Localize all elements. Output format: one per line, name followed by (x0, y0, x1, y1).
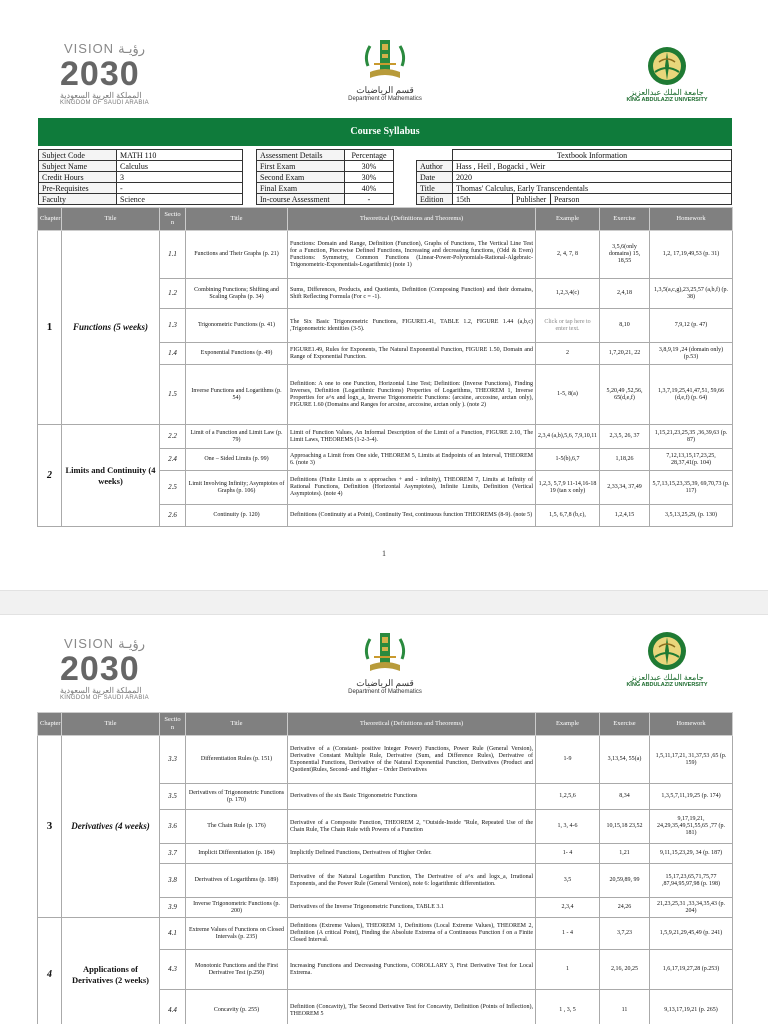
chapter-number: 2 (38, 425, 62, 527)
table-row: 1 Functions (5 weeks) 1.1 Functions and Their Graphs (p. 21) Functions: Domain and Range, Definition (Function), Graphs of Functions, The Vertical Line Test for a Function, Piecewise Defined Functions, Increasing and decreasing functions, (Odd & Even) Functions: Symmetry, Common Functions (Linear-Power-Polynomials-Rational-Algebraic-Trigonometric-Exponentials-Logarithmic) (note 1) 2, 4, 7, 8 3,5,6(only domains) 15, 18,55 1,2, 17,19,49,53 (p. 31) (38, 231, 733, 279)
assessment-row: In-course Assessment - (257, 194, 394, 205)
title-column-header: Title (62, 208, 160, 231)
assessment-row: Second Exam 30% (257, 172, 394, 183)
vision-latin-text: VISION (64, 41, 115, 56)
assessment-row: First Exam 30% (257, 161, 394, 172)
table-row: 4 Applications of Derivatives (2 weeks) 4.1 Extreme Values of Functions on Closed Intervals (p. 235) Definitions (Extreme Values), THEOREM 1, Definitions (Local Extreme Values), THEOREM 2, Definition (A critical Point), Finding the Absolute Extrema of a Continuous Function f on a Finite Closed Interval. 1 - 4 3,7,23 1,5,9,21,29,45,49 (p. 241) (38, 918, 733, 950)
table-row: 1.5 Inverse Functions and Logarithms (p. 54) Definition: A one to one Function, Horizontal Line Test; Definition: (Inverse Functions), Finding Inverses, Definition (Logarithmic Functions) Properties of Logarithms, THEOREM 1, Inverse Properties for a^x and logx_a, Inverse Trigonometric Functions: (arcsine, arccosine, arctan only), FIGURE 1.60 (Domains and Ranges for arcsine, arccosine, arctan only ). (note 2) 1-5, 8(a) 5,20,49 ,52,56, 65(d,e,f) 1,3,7,19,25,41,47,51, 59,66 (d,e,f) (p. 64) (38, 365, 733, 425)
syllabus-header-row (38, 208, 733, 231)
textbook-row: Author Hass , Heil , Bogacki , Weir (417, 161, 732, 172)
kau-english-name: KING ABDULAZIZ UNIVERSITY (626, 97, 708, 103)
chapter-title: Applications of Derivatives (2 weeks) (62, 918, 160, 1024)
course-info-table (38, 149, 243, 205)
textbook-row: Title Thomas' Calculus, Early Transcendentals (417, 183, 732, 194)
table-row: 3.6 The Chain Rule (p. 176) Derivative of a Composite Function, THEOREM 2, "Outside-Inside "Rule, Repeated Use of the Chain Rule, The Chain Rule with Powers of a Function 1, 3, 4-6 10,15,18 23,52 9,17,19,21, 24,29,35,49,51,55,65 ,77 (p. 181) (38, 810, 733, 844)
example-placeholder-field[interactable]: Click or tap here to enter text. (536, 309, 600, 343)
department-logo: قسم الرياضيات Department of Mathematics (345, 629, 425, 695)
chapter-number: 4 (38, 918, 62, 1024)
vision-kingdom-text: KINGDOM OF SAUDI ARABIA (60, 100, 149, 106)
page-gap (0, 590, 768, 615)
textbook-header: Textbook Information (453, 150, 732, 161)
textbook-edition: 15th (453, 194, 513, 205)
textbook-row: Date 2020 (417, 172, 732, 183)
exercise-column-header: Exercise (600, 208, 650, 231)
theoretical-column-header: Theoretical (Definitions and Theorems) (288, 208, 536, 231)
course-info-row: Subject Code MATH 110 (39, 150, 243, 161)
vision-2030-logo: VISION رؤيـة 2030 المملكة العربية السعودية KINGDOM OF SAUDI ARABIA (60, 636, 149, 701)
table-row: 3.7 Implicit Differentiation (p. 184) Implicitly Defined Functions, Derivatives of Higher Order. 1- 4 1,21 9,11,15,23,29, 34 (p. 187) (38, 844, 733, 864)
vision-year: 2030 (60, 55, 140, 93)
textbook-author: Hass , Heil , Bogacki , Weir (453, 161, 732, 172)
syllabus-table-page-2 (37, 712, 733, 1024)
assessment-header: Assessment Details (257, 150, 345, 161)
vision-arabic-text: رؤيـة (118, 41, 146, 56)
textbook-table (416, 149, 732, 205)
table-row: 2 Limits and Continuity (4 weeks) 2.2 Limit of a Function and Limit Law (p. 79) Limit of Function Values, An Informal Description of the Limit of a Function, FIGURE 2.10, The Limit Laws, THEOREMS (1-2-3-4). 2,3,4 (a,b),5,6, 7,9,10,11 2,3,5, 26, 37 1,15,21,23,25,35 ,36,39,63 (p. 87) (38, 425, 733, 449)
table-row: 2.5 Limit Involving Infinity; Asymptotes of Graphs (p. 106) Definitions (Finite Limits as x approaches + and - infinity), THEOREM 7, Limits at Infinity of Rational Functions, Definition (Horizontal Asymptotes), Infinite Limits, Definition (Vertical Asymptotes). (note 4) 1,2,3, 5,7,9 11-14,16-18 19 (tan x only) 2,33,34, 37,49 5,7,13,15,23,35,39, 69,70,73 (p. 117) (38, 471, 733, 505)
department-emblem-icon (360, 36, 410, 84)
textbook-date: 2020 (453, 172, 732, 183)
example-column-header: Example (536, 208, 600, 231)
vision-2030-logo (60, 40, 172, 110)
table-row: 4.3 Monotonic Functions and the First Derivative Test (p.250) Increasing Functions and Decreasing Functions, COROLLARY 3, First Derivative Test for Local Extrema. 1 2,16, 20,25 1,6,17,19,27,28 (p.253) (38, 950, 733, 990)
chapter-number: 1 (38, 231, 62, 425)
table-row: 1.3 Trigonometric Functions (p. 41) The Six Basic Trigonometric Functions, FIGURE1.41, TABLE 1.2, FIGURE 1.44 (a,b,c) ,Trigonometric identities (3-5). Click or tap here to enter text. 8,10 7,9,12 (p. 47) (38, 309, 733, 343)
department-arabic-name: قسم الرياضيات (356, 85, 414, 95)
assessment-row: Final Exam 40% (257, 183, 394, 194)
table-row: 4.4 Concavity (p. 255) Definition (Concavity), The Second Derivative Test for Concavity, Definition (Points of Inflection), THEOREM 5 1 , 3, 5 11 9,13,17,19,21 (p. 265) (38, 990, 733, 1024)
syllabus-header-row: Chapter Title Sectio n Title Theoretical (Definitions and Theorems) Example Exercise Homework (38, 713, 733, 736)
textbook-title: Thomas' Calculus, Early Transcendentals (453, 183, 732, 194)
table-row: 3.5 Derivatives of Trigonometric Functions (p. 170) Derivatives of the six Basic Trigonometric Functions 1,2,5,6 8,34 1,3,5,7,11,19,25 (p. 174) (38, 784, 733, 810)
department-logo (345, 36, 425, 102)
section-title-column-header: Title (186, 208, 288, 231)
chapter-title: Limits and Continuity (4 weeks) (62, 425, 160, 527)
table-row: 3.9 Inverse Trigonometric Functions (p. 200) Derivatives of the Inverse Trigonometric Functions, TABLE 3.1 2,3,4 24,26 21,23,25,31 ,33,34,35,43 (p. 204) (38, 898, 733, 918)
assessment-table (256, 149, 394, 205)
course-info-row: Faculty Science (39, 194, 243, 205)
kau-logo (622, 44, 712, 103)
chapter-number: 3 (38, 736, 62, 918)
table-row: 3.8 Derivatives of Logarithms (p. 189) Derivative of the Natural Logarithm Function, The Derivative of a^x and logx_a, Irrational Exponents, and the Power Rule (General Version), note 6: logarithmic differentiation. 3,5 20,59,89, 99 15,17,23,65,71,75,77 ,87,94,95,97,98 (p. 198) (38, 864, 733, 898)
course-info-row: Credit Hours 3 (39, 172, 243, 183)
table-row: 1.2 Combining Functions; Shifting and Scaling Graphs (p. 34) Sums, Differences, Products, and Quotients, Definition (Composing Function) and their domains, Shift Reflecting Formula (For c = -1). 1,2,3,4(c) 2,4,18 1,3,5(a,c,g),23,25,57 (a,b,f) (p. 38) (38, 279, 733, 309)
table-row: 2.4 One – Sided Limits (p. 99) Approaching a Limit from One side, THEOREM 5, Limits at Endpoints of an Interval, THEOREM 6. (note 3) 1-5(b),6,7 1,18,26 7,12,13,15,17,23,25, 28,37,41(p. 104) (38, 449, 733, 471)
page-2 (0, 615, 768, 1024)
kau-arabic-name: جامعة الملك عبدالعزيز (630, 88, 704, 97)
kau-emblem-icon (645, 44, 689, 88)
syllabus-table-page-1 (37, 207, 733, 527)
vision-arabic-kingdom: المملكة العربية السعودية (60, 91, 142, 100)
course-info-row: Pre-Requisites - (39, 183, 243, 194)
table-row: 2.6 Continuity (p. 120) Definitions (Continuity at a Point), Continuity Test, continuous function THEOREMS (8-9). (note 5) 1,5, 6,7,8 (b,c), 1,2,4,15 3,5,13,25,29, (p. 130) (38, 505, 733, 527)
course-syllabus-banner: Course Syllabus (38, 118, 732, 146)
section-column-header: Sectio n (160, 208, 186, 231)
department-english-name: Department of Mathematics (348, 96, 422, 102)
department-emblem-icon (360, 629, 410, 677)
page-number: 1 (382, 549, 386, 558)
homework-column-header: Homework (650, 208, 733, 231)
chapter-title: Functions (5 weeks) (62, 231, 160, 425)
textbook-row: Edition 15th Publisher Pearson (417, 194, 732, 205)
chapter-column-header: Chapter (38, 208, 62, 231)
textbook-publisher: Pearson (551, 194, 732, 205)
kau-emblem-icon (645, 629, 689, 673)
chapter-title: Derivatives (4 weeks) (62, 736, 160, 918)
table-row: 3 Derivatives (4 weeks) 3.3 Differentiation Rules (p. 151) Derivative of a (Constant- positive Integer Power) Functions, Power Rule (General Version), Derivative Constant Multiple Rule, Derivative (Sum, and Difference Rules), Derivative of Exponential Functions, Derivative of the Natural Exponential Function, Derivatives (Product and Quotient)Rules, Second- and Higher – Order Derivatives 1-9 3,13,54, 55(a) 1,5,11,17,21, 31,37,53 ,65 (p. 159) (38, 736, 733, 784)
percentage-header: Percentage (345, 150, 394, 161)
kau-logo: جامعة الملك عبدالعزيز KING ABDULAZIZ UNIVERSITY (622, 629, 712, 688)
table-row: 1.4 Exponential Functions (p. 49) FIGURE1.49, Rules for Exponents, The Natural Exponential Function, FIGURE 1.50, Domain and Range of Exponential Function. 2 1,7,20,21, 22 3,8,9,19 ,24 (domain only)(p.53) (38, 343, 733, 365)
course-info-row: Subject Name Calculus (39, 161, 243, 172)
